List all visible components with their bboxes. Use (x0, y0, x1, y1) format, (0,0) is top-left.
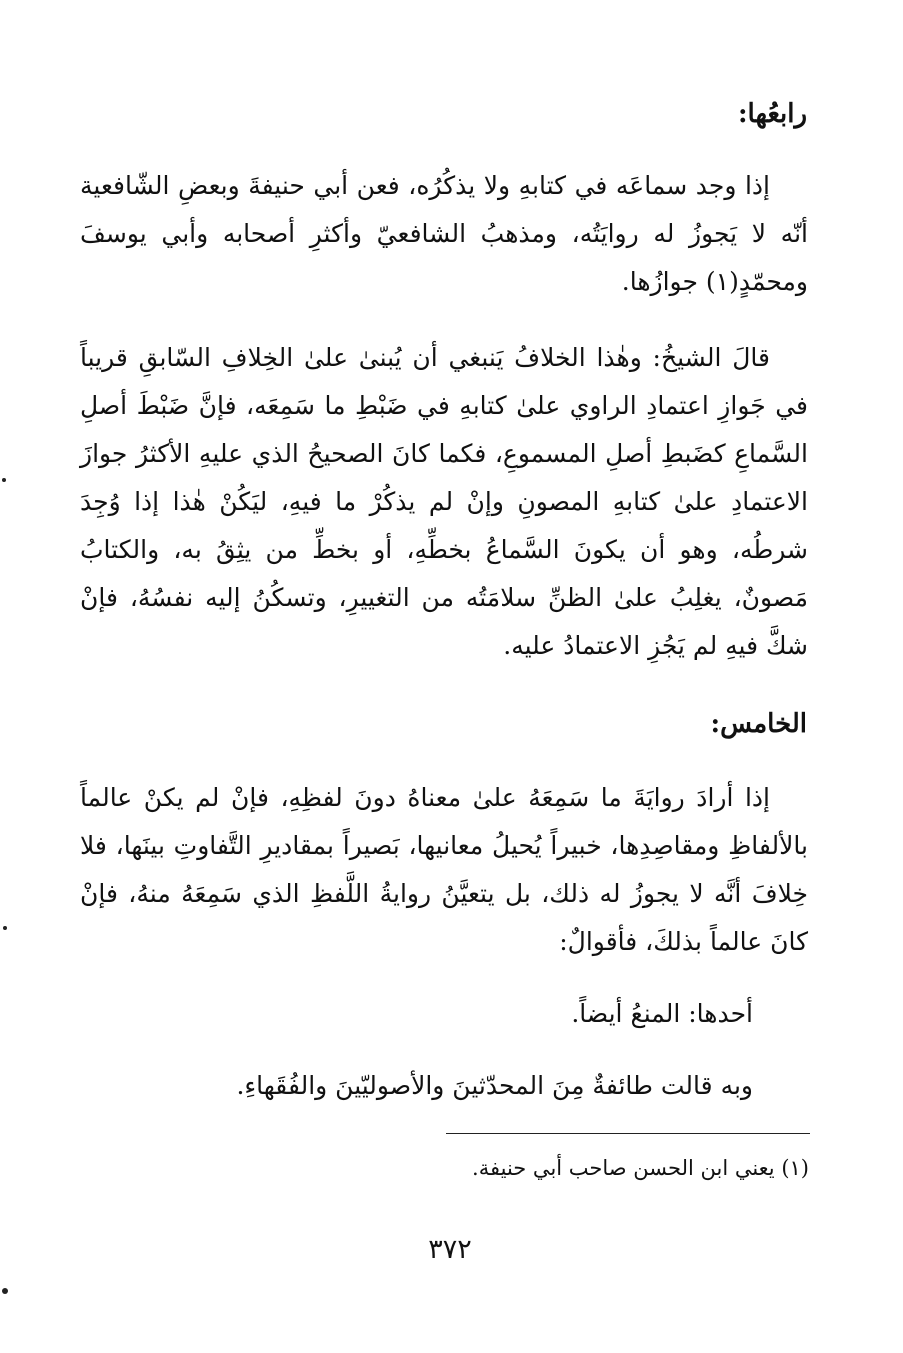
footnote-divider (446, 1133, 810, 1134)
footnote: (١) يعني ابن الحسن صاحب أبي حنيفة. (472, 1156, 809, 1180)
paragraph-fifth (80, 774, 808, 966)
first-opinion-line: أحدها: المنعُ أيضاً. (571, 999, 753, 1028)
said-by-line: وبه قالت طائفةٌ مِنَ المحدّثينَ والأصوليّينَ والفُقَهاءِ. (236, 1071, 753, 1100)
page-number: ٣٧٢ (428, 1234, 472, 1265)
margin-mark (3, 926, 7, 930)
margin-mark (2, 478, 6, 482)
paragraph-shaykh (80, 334, 808, 670)
paragraph-shaykh-text: قالَ الشيخُ: وهٰذا الخلافُ يَنبغي أن يُبنىٰ علىٰ الخِلافِ السّابقِ قريباً في جَوازِ اعتمادِ الراوي علىٰ كتابهِ في ضَبْطِ ما سَمِعَه، فإنَّ ضَبْطَ أصلِ السَّماعِ كضَبطِ أصلِ المسموعِ، فكما كانَ الصحيحُ الذي عليهِ الأكثرُ جوازَ الاعتمادِ علىٰ كتابهِ المصونِ وإنْ لم يذكُرْ ما فيهِ، ليَكُنْ هٰذا إذا وُجِدَ شرطُه، وهو أن يكونَ السَّماعُ بخطِّهِ، أو بخطِّ من يثِقُ به، والكتابُ مَصونٌ، يغلِبُ علىٰ الظنِّ سلامَتُه من التغييرِ، وتسكُنُ إليه نفسُهُ، فإنْ شكَّ فيهِ لم يَجُزِ الاعتمادُ عليه. (80, 343, 808, 660)
paragraph-fifth-text: إذا أرادَ روايَةَ ما سَمِعَهُ علىٰ معناهُ دونَ لفظِهِ، فإنْ لم يكنْ عالماً بالألفاظِ ومقاصِدِها، خبيراً يُحيلُ معانيها، بَصيراً بمقاديرِ التَّفاوتِ بينَها، فلا خِلافَ أنَّه لا يجوزُ له ذلك، بل يتعيَّنُ روايةُ اللَّفظِ الذي سَمِعَهُ منهُ، فإنْ كانَ عالماً بذلكَ، فأقوالٌ: (80, 783, 808, 956)
margin-mark (2, 1288, 8, 1294)
heading-fourth: رابعُها: (737, 99, 807, 129)
paragraph-fourth (80, 162, 808, 306)
paragraph-fourth-text: إذا وجد سماعَه في كتابهِ ولا يذكُرُه، فعن أبي حنيفةَ وبعضِ الشّافعية أنّه لا يَجوزُ له روايَتُه، ومذهبُ الشافعيّ وأكثرِ أصحابه وأبي يوسفَ ومحمّدٍ(١) جوازُها. (80, 171, 808, 296)
heading-fifth: الخامس: (710, 709, 807, 739)
